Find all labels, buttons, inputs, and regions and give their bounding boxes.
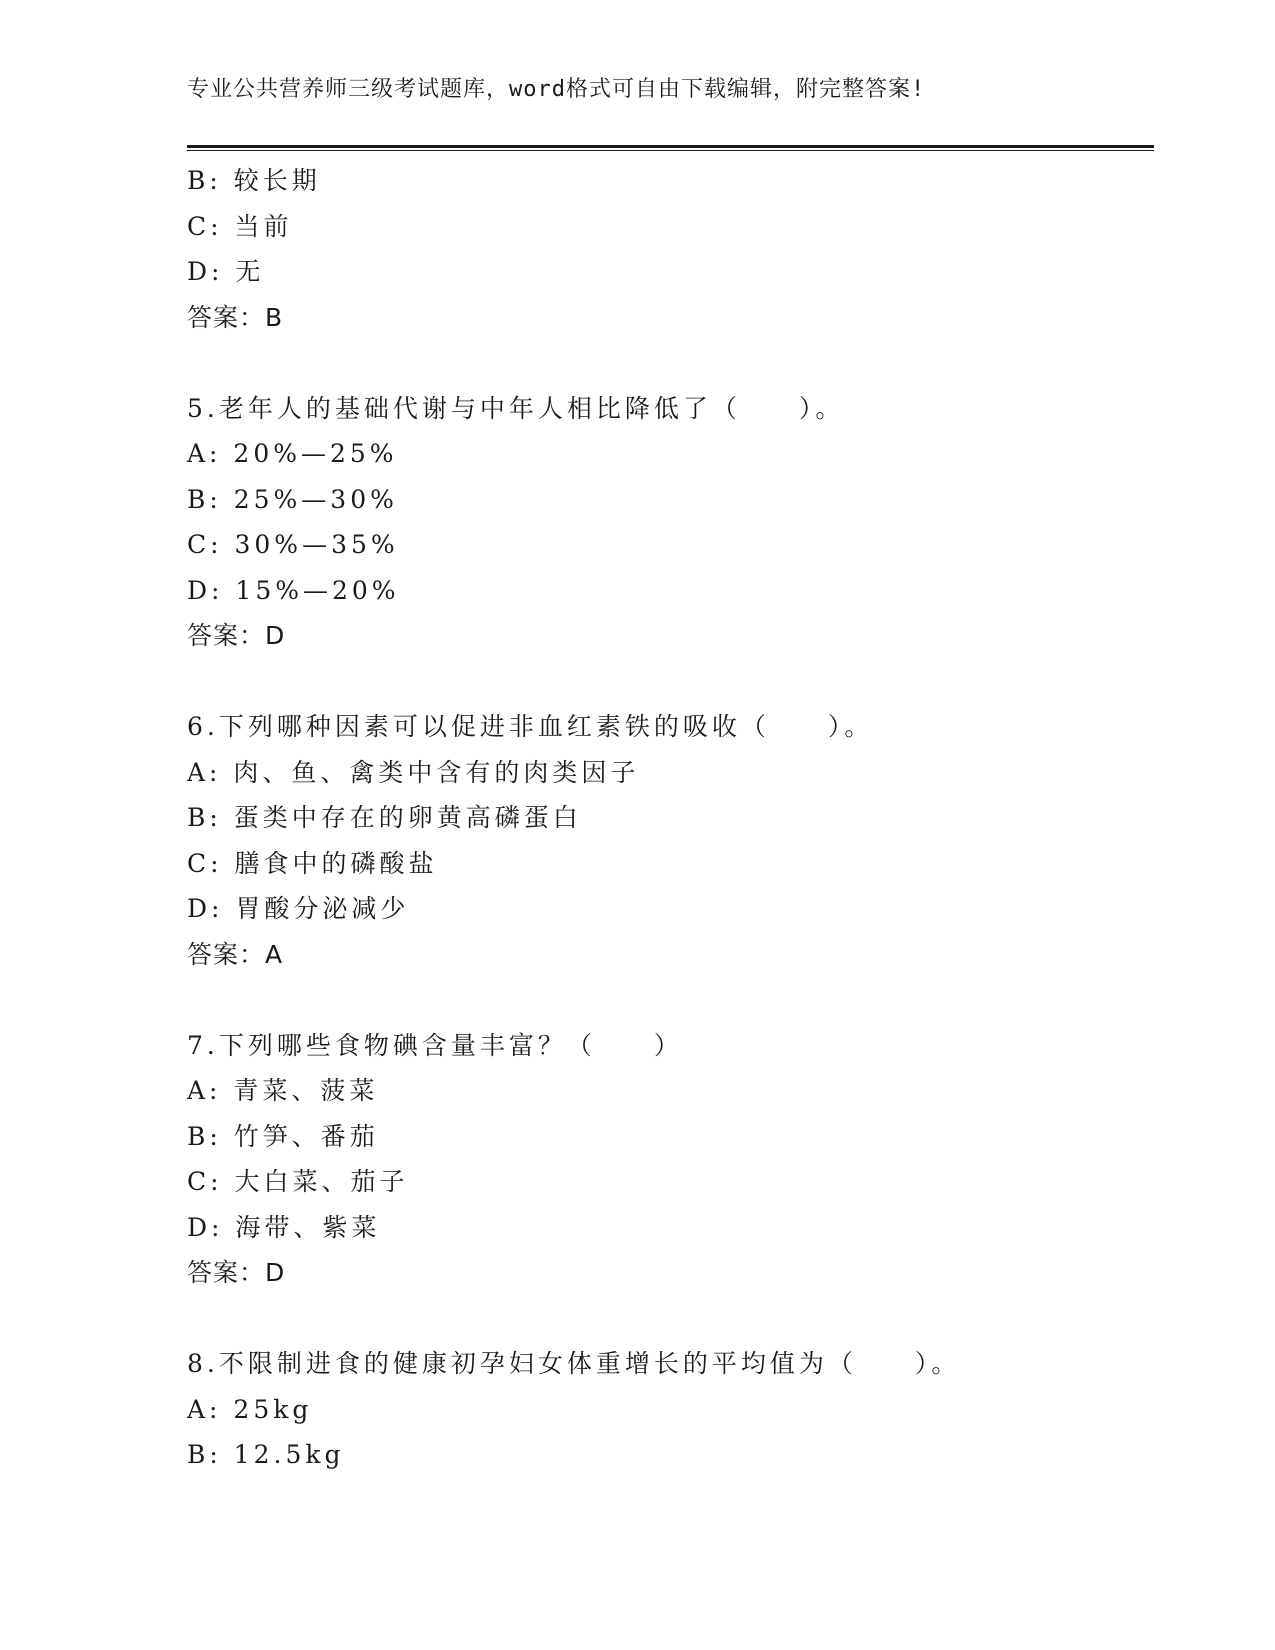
question-7-answer: 答案：D [187, 1258, 286, 1287]
question-8-stem: 8.不限制进食的健康初孕妇女体重增长的平均值为（ ）。 [187, 1349, 961, 1378]
question-6-option-c: C: 膳食中的磷酸盐 [187, 848, 438, 878]
question-5-option-b: B: 25%—30% [187, 484, 398, 514]
option-c: C: 当前 [187, 211, 293, 241]
question-6-option-b: B: 蛋类中存在的卵黄高磷蛋白 [187, 803, 582, 832]
question-5-stem: 5.老年人的基础代谢与中年人相比降低了（ ）。 [187, 393, 845, 423]
question-6-stem: 6.下列哪种因素可以促进非血红素铁的吸收（ ）。 [187, 712, 874, 741]
page-header: 专业公共营养师三级考试题库，word格式可自由下载编辑，附完整答案! [187, 77, 926, 102]
option-d: D: 无 [187, 257, 265, 286]
question-5-option-c: C: 30%—35% [187, 530, 399, 559]
answer: 答案：B [187, 302, 284, 332]
question-8-option-b: B: 12.5kg [187, 1440, 345, 1469]
question-7-option-d: D: 海带、紫菜 [187, 1212, 381, 1242]
question-5-option-a: A: 20%—25% [187, 439, 398, 468]
question-8-option-a: A: 25kg [187, 1394, 313, 1424]
header-rule-thick [187, 145, 1154, 148]
header-rule-thin [187, 150, 1154, 151]
question-5-option-d: D: 15%—20% [187, 575, 400, 605]
question-6-answer: 答案：A [187, 939, 284, 969]
question-7-option-b: B: 竹笋、番茄 [187, 1121, 379, 1151]
question-7-stem: 7.下列哪些食物碘含量丰富？（ ） [187, 1030, 683, 1060]
question-7-option-c: C: 大白菜、茄子 [187, 1167, 409, 1196]
question-6-option-a: A: 肉、鱼、禽类中含有的肉类因子 [187, 757, 640, 787]
option-b: B: 较长期 [187, 166, 321, 195]
question-6-option-d: D: 胃酸分泌减少 [187, 894, 410, 923]
question-content [187, 158, 1154, 1478]
question-5-answer: 答案：D [187, 621, 286, 650]
question-7-option-a: A: 青菜、菠菜 [187, 1076, 379, 1105]
